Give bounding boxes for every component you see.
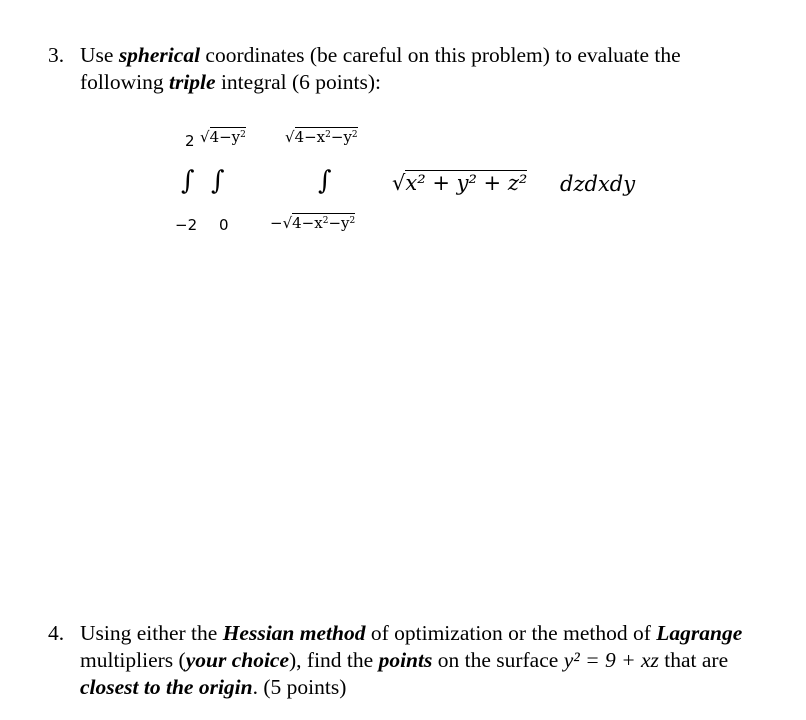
p4-emph-lagrange: Lagrange: [656, 621, 743, 645]
p4-text-3: multipliers (: [80, 648, 186, 672]
middle-lower-limit: 0: [219, 216, 229, 234]
middle-upper-radicand: 4−y: [209, 128, 241, 146]
p4-text-7: . (5 points): [252, 675, 347, 699]
inner-lower-sign: −: [270, 214, 283, 232]
inner-integral-sign: ∫: [318, 166, 332, 196]
p3-text-2: coordinates (be careful on this problem) to evaluate the following: [80, 43, 681, 94]
p4-text-1: Using either the: [80, 621, 223, 645]
inner-lower-exponent-1: 2: [322, 216, 329, 227]
outer-upper-limit: 2: [185, 132, 195, 150]
problem-3: [48, 42, 768, 96]
middle-integral-sign: ∫: [211, 166, 225, 196]
p4-equation: y² = 9 + xz: [563, 648, 659, 672]
inner-upper-rest: −y: [330, 128, 352, 146]
inner-upper-exponent-2: 2: [351, 130, 358, 141]
middle-upper-exponent: 2: [240, 130, 246, 141]
differentials: dzdxdy: [560, 172, 636, 196]
outer-lower-limit: −2: [175, 216, 198, 234]
p4-text-2: of optimization or the method of: [365, 621, 657, 645]
p3-text-1: Use: [80, 43, 119, 67]
problem-3-statement: [80, 42, 768, 96]
p3-text-3: integral (6 points):: [215, 70, 381, 94]
outer-integral-sign: ∫: [181, 166, 195, 196]
inner-lower-rest: −y: [328, 214, 350, 232]
p4-emph-hessian: Hessian method: [222, 621, 366, 645]
problem-4-statement: [80, 620, 768, 701]
integrand-radicand: x² + y² + z²: [405, 171, 528, 195]
problem-3-number: 3.: [48, 43, 65, 67]
problem-4: [48, 620, 768, 701]
inner-upper-limit: $√4-x^2-y^2$: [285, 128, 358, 146]
inner-lower-limit: $-√4-x^2-y^2$: [270, 214, 356, 232]
inner-upper-exponent-1: 2: [325, 130, 331, 141]
inner-lower-exponent-2: 2: [349, 216, 356, 227]
inner-lower-radicand: 4−x: [292, 214, 323, 232]
p3-emph-spherical: spherical: [118, 43, 201, 67]
p4-text-6: that are: [658, 648, 729, 672]
p4-text-5: on the surface: [432, 648, 564, 672]
inner-upper-radicand: 4−x: [294, 128, 326, 146]
p3-emph-triple: triple: [168, 70, 216, 94]
integrand: √x² + y² + z²: [392, 171, 528, 195]
p4-emph-closest: closest to the origin: [80, 675, 253, 699]
p4-emph-choice: your choice: [185, 648, 290, 672]
p4-emph-points: points: [378, 648, 433, 672]
p4-text-4: ), find the: [289, 648, 379, 672]
middle-upper-limit: $√4-y^2$: [200, 128, 246, 146]
problem-4-number: 4.: [48, 621, 65, 645]
